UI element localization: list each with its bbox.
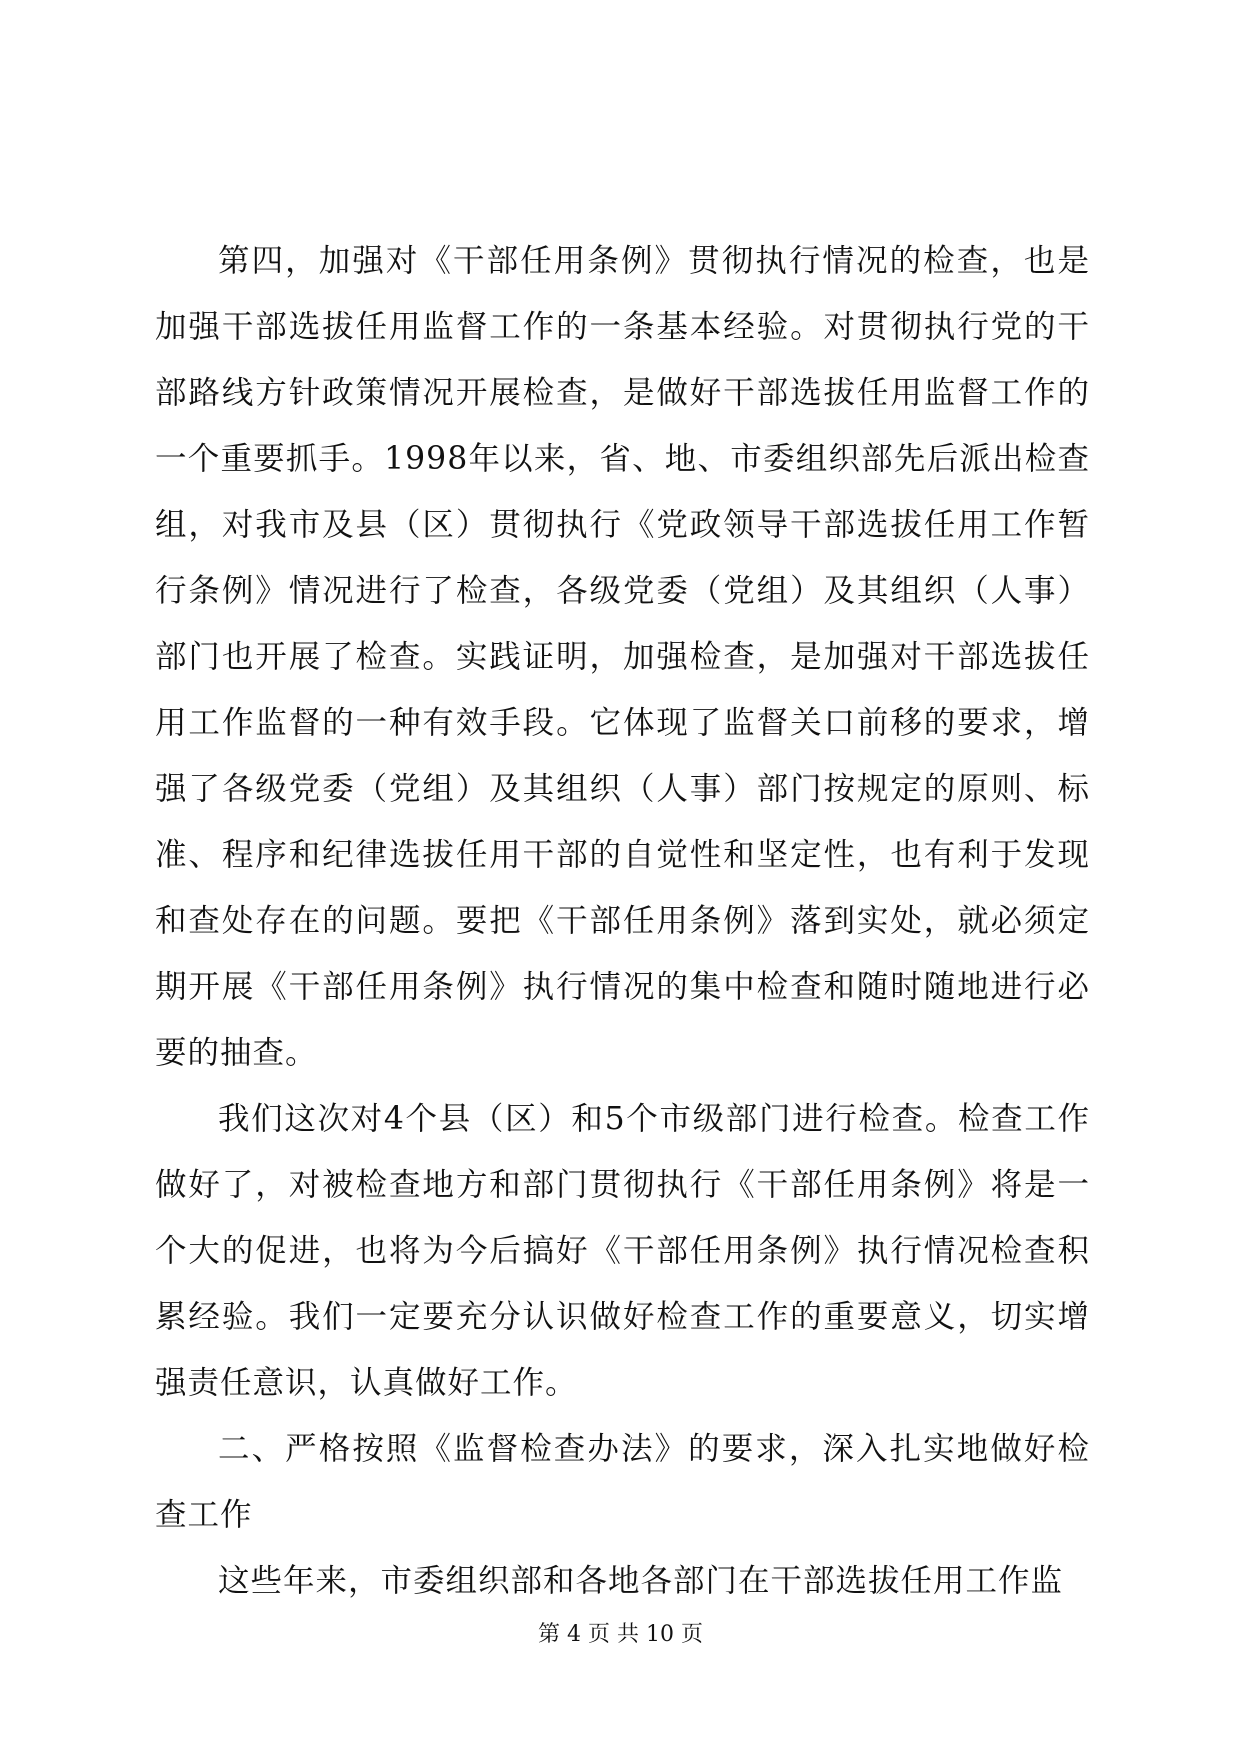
paragraph-3: 这些年来，市委组织部和各地各部门在干部选拔任用工作监 [218,1563,1064,1599]
paragraph-1: 第四，加强对《干部任用条例》贯彻执行情况的检查，也是加强干部选拔任用监督工作的一条基本经验。对贯彻执行党的干部路线方针政策情况开展检查，是做好干部选拔任用监督工作的一个重要抓手。1998年以来，省、地、市委组织部先后派出检查组，对我市及县（区）贯彻执行《党政领导干部选拔任用工作暂行条例》情况进行了检查，各级党委（党组）及其组织（人事）部门也开展了检查。实践证明，加强检查，是加强对干部选拔任用工作监督的一种有效手段。它体现了监督关口前移的要求，增强了各级党委（党组）及其组织（人事）部门按规定的原则、标准、程序和纪律选拔任用干部的自觉性和坚定性，也有利于发现和查处存在的问题。要把《干部任用条例》落到实处，就必须定期开展《干部任用条例》执行情况的集中检查和随时随地进行必要的抽查。 [155,243,1090,1071]
paragraph-2: 我们这次对4个县（区）和5个市级部门进行检查。检查工作做好了，对被检查地方和部门贯彻执行《干部任用条例》将是一个大的促进，也将为今后搞好《干部任用条例》执行情况检查积累经验。我们一定要充分认识做好检查工作的重要意义，切实增强责任意识，认真做好工作。 [155,1101,1090,1401]
document-body [155,228,1090,1614]
page-number-footer: 第 4 页 共 10 页 [538,1622,703,1647]
section-heading: 二、严格按照《监督检查办法》的要求，深入扎实地做好检查工作 [155,1431,1090,1533]
